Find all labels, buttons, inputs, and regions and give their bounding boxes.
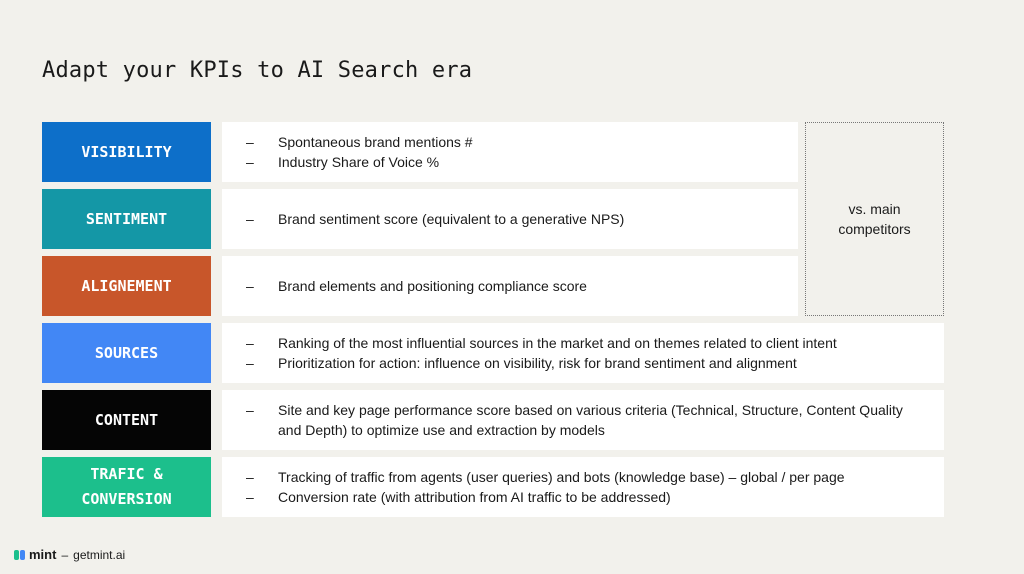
kpi-description-sentiment bbox=[222, 189, 798, 249]
kpi-bullet: – Prioritization for action: influence on visibility, risk for brand sentiment and alignment bbox=[246, 353, 944, 373]
competitor-comparison-box: vs. main competitors bbox=[805, 122, 944, 316]
kpi-bullet: – Brand sentiment score (equivalent to a generative NPS) bbox=[246, 209, 798, 229]
brand-name: mint bbox=[29, 547, 57, 562]
kpi-label-content: CONTENT bbox=[42, 390, 211, 450]
kpi-label-alignement: ALIGNEMENT bbox=[42, 256, 211, 316]
kpi-bullet: – Industry Share of Voice % bbox=[246, 152, 798, 172]
footer-site: getmint.ai bbox=[73, 547, 126, 562]
footer bbox=[14, 547, 125, 562]
kpi-bullet: – Tracking of traffic from agents (user queries) and bots (knowledge base) – global / per page bbox=[246, 467, 944, 487]
kpi-label-sentiment: SENTIMENT bbox=[42, 189, 211, 249]
kpi-description-trafic-conversion bbox=[222, 457, 944, 517]
mint-logo-icon bbox=[14, 549, 26, 561]
kpi-bullet: – Brand elements and positioning compliance score bbox=[246, 276, 798, 296]
kpi-label-sources: SOURCES bbox=[42, 323, 211, 383]
kpi-description-content bbox=[222, 390, 944, 450]
footer-separator: – bbox=[61, 547, 69, 562]
kpi-bullet: – Conversion rate (with attribution from AI traffic to be addressed) bbox=[246, 487, 944, 507]
kpi-label-trafic-conversion: TRAFIC & CONVERSION bbox=[42, 457, 211, 517]
kpi-bullet: – Spontaneous brand mentions # bbox=[246, 132, 798, 152]
kpi-bullet: – Site and key page performance score based on various criteria (Technical, Structure, Content Quality and Depth) to optimize use and extraction by models bbox=[246, 400, 944, 440]
kpi-description-alignement bbox=[222, 256, 798, 316]
kpi-description-sources bbox=[222, 323, 944, 383]
kpi-description-visibility bbox=[222, 122, 798, 182]
kpi-bullet: – Ranking of the most influential sources in the market and on themes related to client intent bbox=[246, 333, 944, 353]
slide-title: Adapt your KPIs to AI Search era bbox=[42, 58, 473, 83]
kpi-label-visibility: VISIBILITY bbox=[42, 122, 211, 182]
